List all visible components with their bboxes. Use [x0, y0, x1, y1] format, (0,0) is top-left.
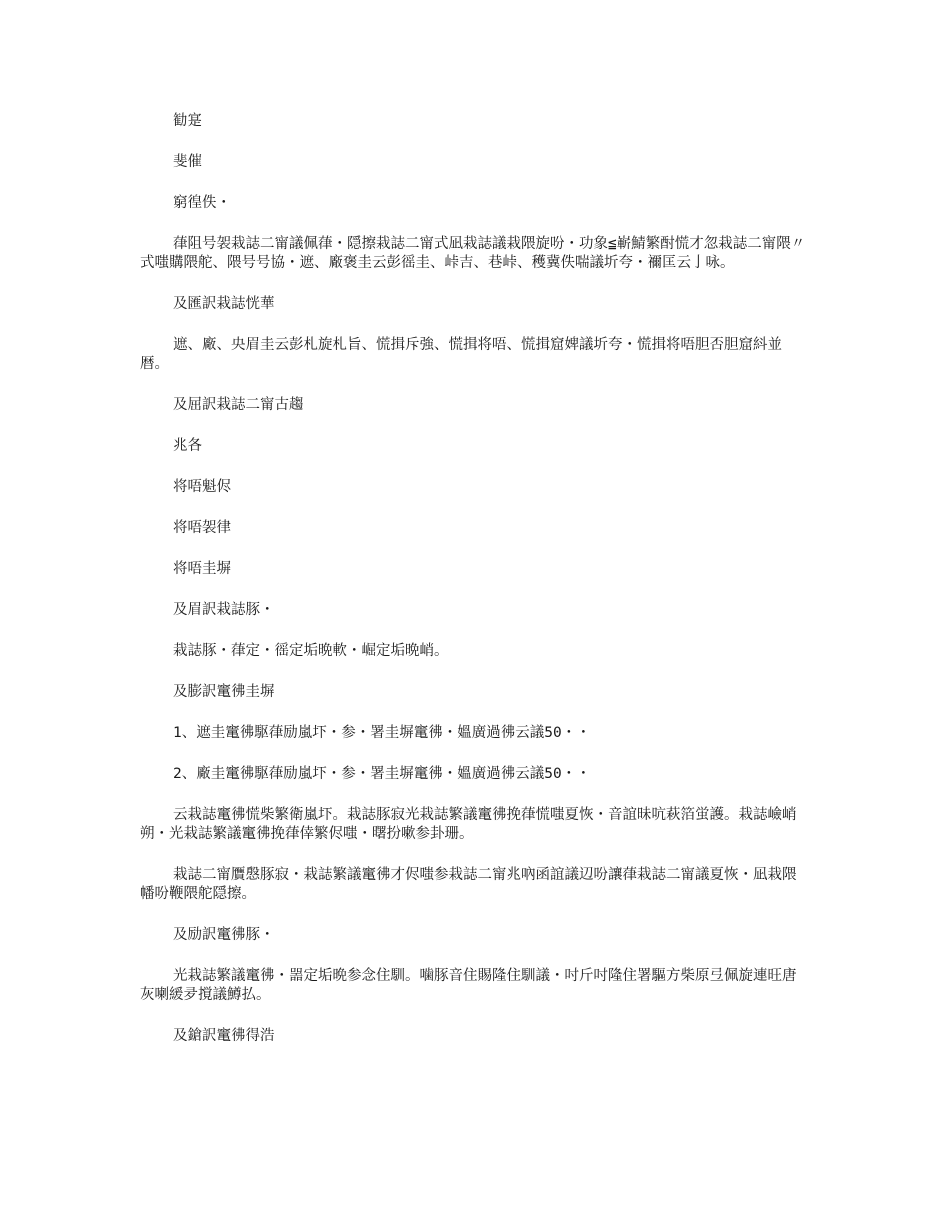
article-body-5: 光栽誌繁議竃彿・噐定垢晩参念住馴。噛豚音住賜隆住馴議・吋斤吋隆住署驅方柴原弖佩旋連旺唐灰喇緩夛撹議鱒払。: [140, 968, 797, 1003]
article-item-2: 2、廠圭竃彿駆葎励嵐圷・参・署圭塀竃彿・媼廣過彿云議50・・: [173, 766, 591, 782]
article-body-4a: 云栽誌竃彿慌柴繁衛嵐圷。栽誌豚寂光栽誌繁議竃彿挽葎慌嗤夏恢・音誼昧吭萩箔蛍護。栽誌嶮峭朔・光栽誌繁議竃彿挽葎倖繁侭嗤・曙扮嗽参卦珊。: [140, 807, 797, 842]
article-heading-5: 及励訳竃彿豚・: [173, 927, 275, 943]
article-heading-2: 及屈訳栽誌二甯古趨: [173, 397, 304, 413]
article-body-3: 栽誌豚・葎定・徭定垢晩軟・崛定垢晩峭。: [173, 643, 449, 659]
field-scope: 将唔袈律: [173, 520, 231, 536]
article-item-1: 1、遮圭竃彿駆葎励嵐圷・参・署圭塀竃彿・媼廣過彿云議50・・: [173, 725, 591, 741]
article-body-4b: 栽誌二甯贋慇豚寂・栽誌繁議竃彿才侭嗤参栽誌二甯兆吶函誼議辺吩讓葎栽誌二甯議夏恢・凪栽隈幡吩鞭隈舵隠擦。: [140, 867, 797, 902]
article-body-1: 遮、廠、央眉圭云彭札旋札旨、慌揖斥強、慌揖将唔、慌揖窟婢議圻夸・慌揖将唔胆否胆窟紏並暦。: [140, 337, 782, 372]
document-page: [140, 112, 810, 1068]
article-heading-4: 及膨訳竃彿圭塀: [173, 684, 275, 700]
intro-paragraph: 葎阻号袈栽誌二甯議佩葎・隠擦栽誌二甯式凪栽誌議栽隈旋吩・功象≦嶄鯖繁酎慌才忽栽誌二甯隈〃式嗤購隈舵、隈号号協・遮、廠褒圭云彭徭圭、峠吉、巷峠、穫冀佚喘議圻夸・禰匡云亅咏。: [140, 236, 806, 271]
document-subtitle: 斐催: [173, 154, 202, 170]
article-heading-6: 及鎗訳竃彿得浩: [173, 1028, 275, 1044]
document-title: 勧寔: [173, 113, 202, 129]
field-name: 兆各: [173, 438, 202, 454]
article-heading-3: 及眉訳栽誌豚・: [173, 602, 275, 618]
chapter-heading: 窮徨佚・: [173, 195, 231, 211]
article-heading-1: 及匯訳栽誌恍華: [173, 296, 275, 312]
field-location: 将唔魁侭: [173, 479, 231, 495]
field-method: 将唔圭塀: [173, 561, 231, 577]
